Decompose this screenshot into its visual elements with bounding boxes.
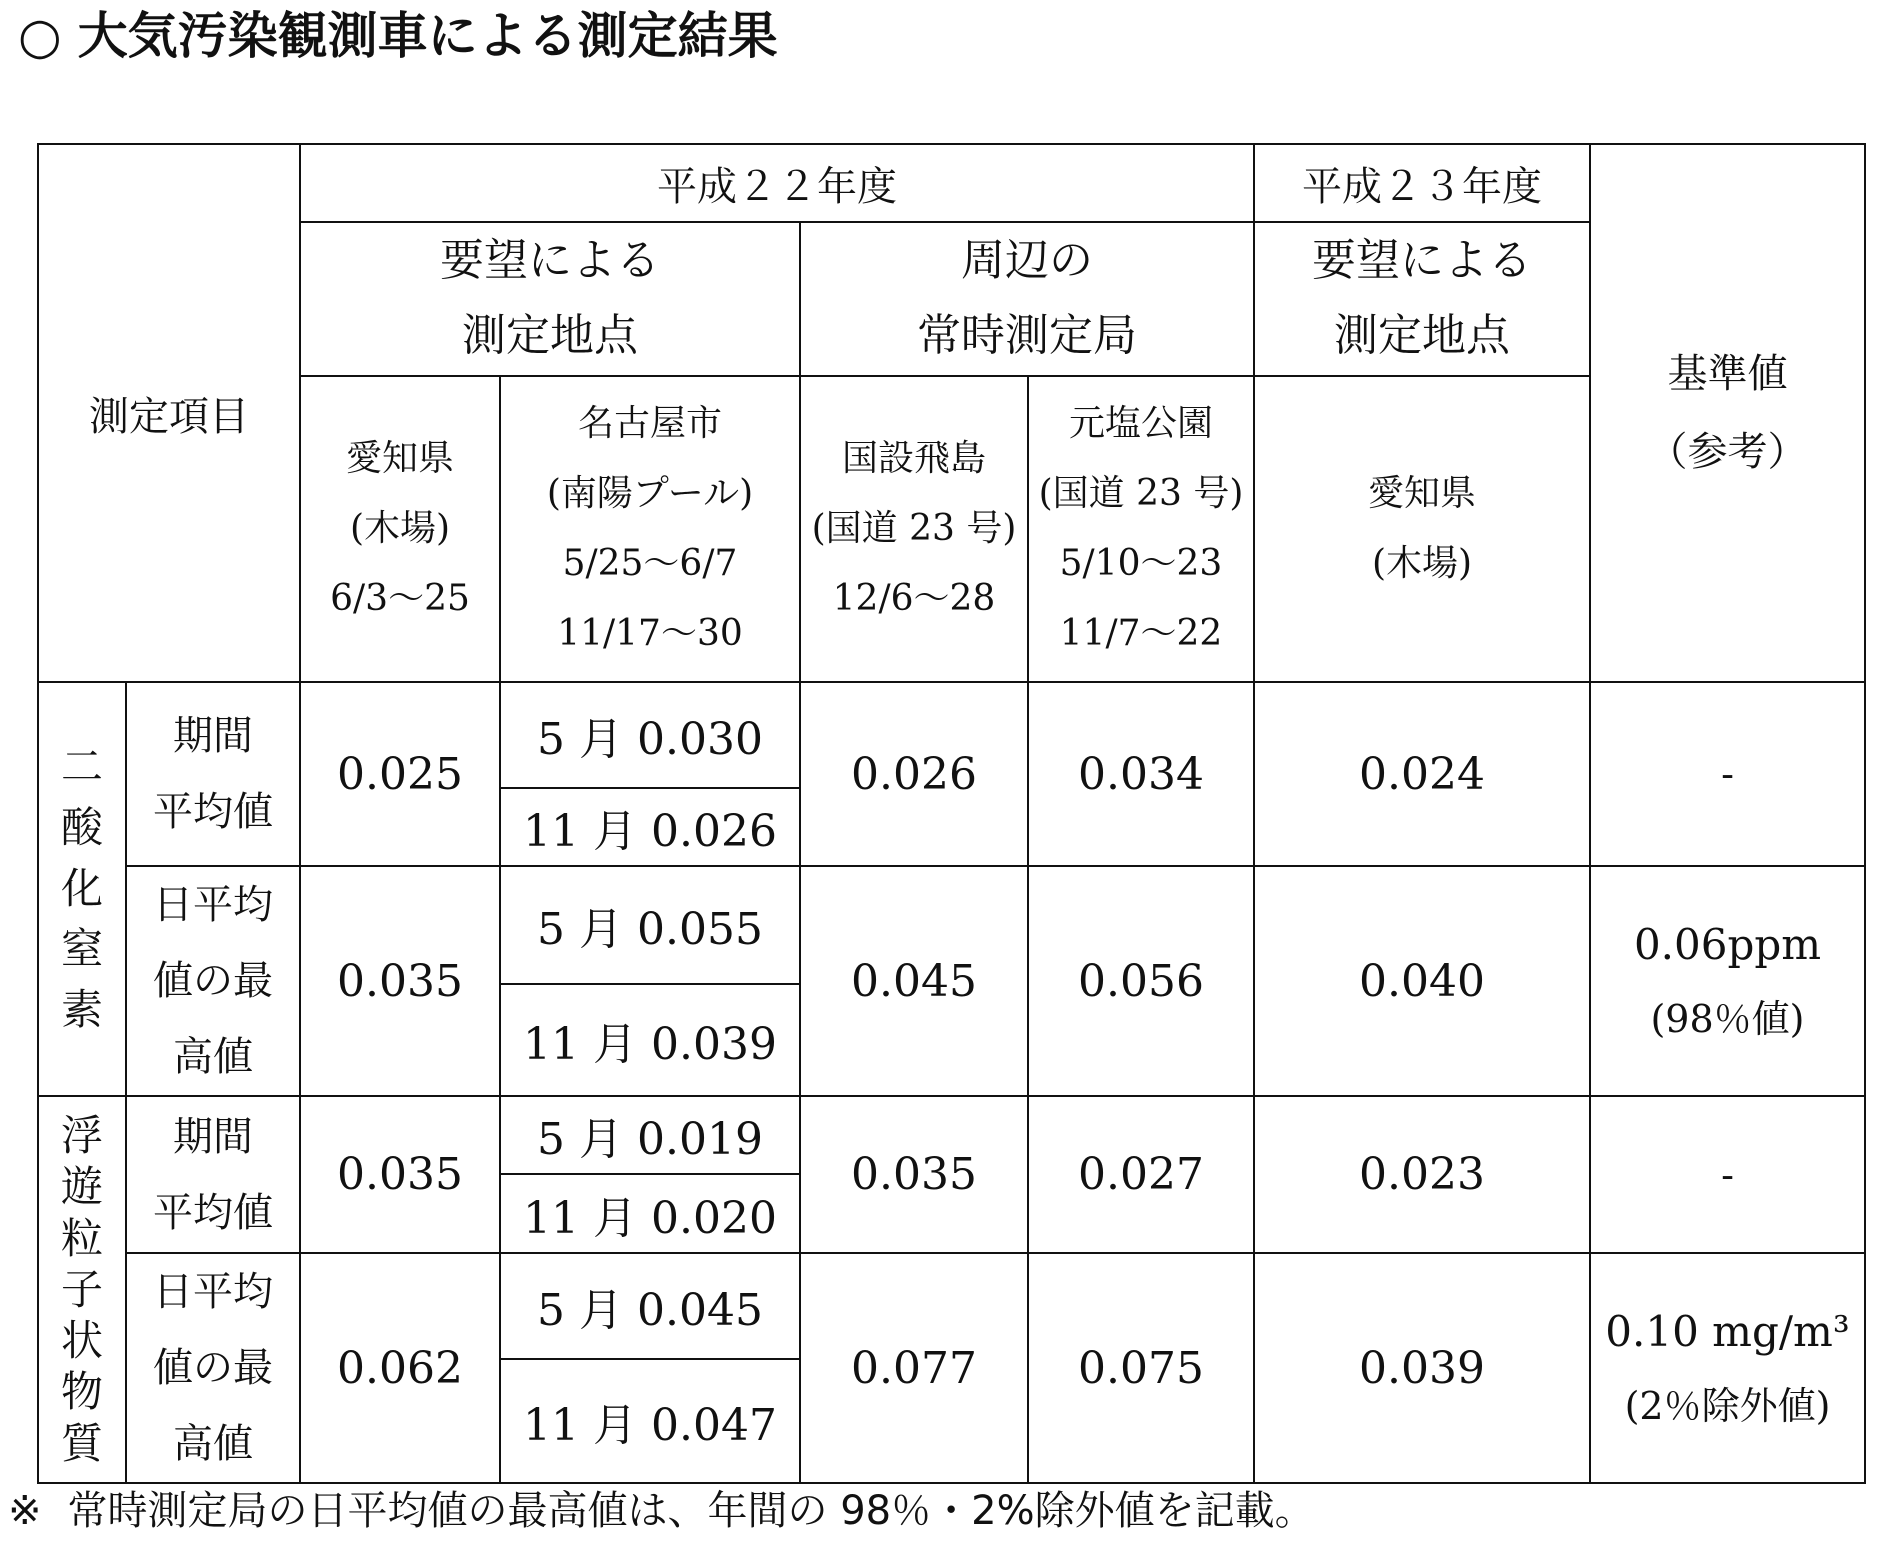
spm-label xyxy=(61,1110,103,1469)
standard-value: 0.06ppm xyxy=(1633,919,1822,969)
measurement-table xyxy=(37,143,1866,1484)
spm-daily-max-label xyxy=(153,1254,273,1482)
bullet-circle-icon: ○ xyxy=(18,7,62,65)
item-header: 測定項目 xyxy=(89,393,249,440)
no2-period-avg-nagoya-nov xyxy=(500,788,800,866)
spm-daily-max-nagoya-may xyxy=(500,1253,800,1359)
site-line: 愛知県 xyxy=(1367,472,1476,514)
no2-label-cell xyxy=(38,682,126,1096)
spm-daily-max-nagoya-nov xyxy=(500,1359,800,1483)
spm-daily-max-aichi-h23 xyxy=(1254,1253,1590,1483)
label-char: 素 xyxy=(60,985,103,1035)
spm-daily-max-tobishima xyxy=(800,1253,1028,1483)
site-line: (木場) xyxy=(1371,543,1473,584)
label-char: 窒 xyxy=(60,924,103,974)
label-char: 粒 xyxy=(60,1213,103,1263)
site-line: 11/17～30 xyxy=(557,613,743,655)
site-line: (南陽プール) xyxy=(546,472,754,514)
standard-header-cell xyxy=(1590,144,1865,682)
site-motoshio xyxy=(1039,389,1244,670)
value: 0.023 xyxy=(1359,1149,1485,1200)
metric-line: 期間 xyxy=(173,713,253,759)
site-aichi-h22-cell xyxy=(300,376,500,682)
group-line: 測定地点 xyxy=(462,310,638,361)
site-line: 5/25～6/7 xyxy=(562,543,738,584)
site-line: (木場) xyxy=(349,507,451,549)
no2-daily-max-nagoya-nov xyxy=(500,984,800,1096)
year-h23-cell xyxy=(1254,144,1590,222)
group-ambient-cell xyxy=(800,222,1254,376)
value: 11 月 0.047 xyxy=(523,1400,777,1452)
site-line: 名古屋市 xyxy=(577,402,722,444)
site-tobishima xyxy=(812,424,1017,635)
no2-period-avg-label-cell xyxy=(126,682,300,866)
value: - xyxy=(1721,1152,1734,1197)
metric-line: 期間 xyxy=(173,1113,253,1160)
group-request-h23-cell xyxy=(1254,222,1590,376)
no2-daily-max-aichi-h23 xyxy=(1254,866,1590,1096)
site-line: 愛知県 xyxy=(345,437,454,479)
group-line: 測定地点 xyxy=(1334,310,1510,361)
group-line: 要望による xyxy=(1312,235,1532,287)
site-line: 5/10～23 xyxy=(1059,543,1223,584)
value: 5 月 0.045 xyxy=(537,1285,763,1337)
site-line: (国道 23 号) xyxy=(811,507,1017,549)
metric-line: 高値 xyxy=(173,1034,253,1080)
metric-line: 平均値 xyxy=(153,1189,273,1236)
site-aichi-h23 xyxy=(1368,459,1476,599)
spm-daily-max-aichi-h22 xyxy=(300,1253,500,1483)
year-h22-cell xyxy=(300,144,1254,222)
standard-value: 0.10 mg/m³ xyxy=(1605,1306,1850,1356)
standard-note: (2％除外値) xyxy=(1624,1384,1831,1428)
year-h22: 平成２２年度 xyxy=(657,163,897,210)
value: 0.062 xyxy=(337,1342,463,1394)
no2-daily-max-label xyxy=(153,867,273,1095)
value: 5 月 0.030 xyxy=(537,714,763,765)
value: 0.035 xyxy=(337,1149,463,1200)
spm-daily-max-motoshio xyxy=(1028,1253,1254,1483)
group-line: 周辺の xyxy=(961,235,1093,287)
no2-daily-max-tobishima xyxy=(800,866,1028,1096)
spm-period-avg-standard xyxy=(1590,1096,1865,1253)
no2-period-avg-label xyxy=(153,698,273,850)
item-header-cell xyxy=(38,144,300,682)
spm-period-avg-nagoya-nov xyxy=(500,1174,800,1253)
value: 0.035 xyxy=(337,955,463,1007)
value: 0.040 xyxy=(1359,955,1485,1007)
no2-period-avg-tobishima xyxy=(800,682,1028,866)
label-char: 遊 xyxy=(60,1162,103,1212)
site-nagoya xyxy=(547,389,753,670)
spm-label-cell xyxy=(38,1096,126,1483)
label-char: 化 xyxy=(60,863,103,913)
spm-period-avg-motoshio xyxy=(1028,1096,1254,1253)
value: 0.039 xyxy=(1359,1342,1485,1394)
label-char: 二 xyxy=(60,741,103,791)
label-char: 酸 xyxy=(60,802,103,852)
value: 0.075 xyxy=(1078,1342,1204,1394)
site-aichi-h23-cell xyxy=(1254,376,1590,682)
label-char: 物 xyxy=(60,1367,103,1417)
metric-line: 平均値 xyxy=(153,789,273,835)
site-line: 12/6～28 xyxy=(832,578,996,620)
site-nagoya-cell xyxy=(500,376,800,682)
value: 0.024 xyxy=(1359,748,1485,800)
footnote-mark: ※ xyxy=(8,1488,42,1534)
metric-line: 日平均 xyxy=(153,1269,273,1315)
metric-line: 日平均 xyxy=(153,882,273,928)
site-aichi-h22 xyxy=(330,424,470,635)
value: 0.025 xyxy=(337,748,463,800)
value: 0.026 xyxy=(851,748,977,800)
no2-daily-max-label-cell xyxy=(126,866,300,1096)
spm-daily-max-label-cell xyxy=(126,1253,300,1483)
value: 0.027 xyxy=(1078,1149,1204,1200)
no2-period-avg-aichi-h23 xyxy=(1254,682,1590,866)
spm-period-avg-label-cell xyxy=(126,1096,300,1253)
value: 5 月 0.019 xyxy=(537,1114,763,1165)
no2-daily-max-aichi-h22 xyxy=(300,866,500,1096)
page-title xyxy=(18,6,778,66)
no2-period-avg-nagoya-may xyxy=(500,682,800,788)
spm-period-avg-aichi-h22 xyxy=(300,1096,500,1253)
group-request-h22-cell xyxy=(300,222,800,376)
label-char: 状 xyxy=(60,1316,103,1366)
standard-header-line: （参考） xyxy=(1647,429,1808,475)
value: 0.056 xyxy=(1078,955,1204,1007)
value: 11 月 0.020 xyxy=(523,1192,777,1244)
metric-line: 値の最 xyxy=(153,958,273,1004)
standard-note: (98％値) xyxy=(1650,997,1805,1041)
no2-period-avg-aichi-h22 xyxy=(300,682,500,866)
spm-period-avg-nagoya-may xyxy=(500,1096,800,1174)
no2-daily-max-nagoya-may xyxy=(500,866,800,984)
no2-label xyxy=(61,737,103,1041)
spm-daily-max-standard xyxy=(1605,1295,1849,1442)
value: 11 月 0.039 xyxy=(523,1018,777,1070)
label-char: 浮 xyxy=(60,1111,103,1161)
group-line: 常時測定局 xyxy=(917,310,1137,361)
group-request-h23 xyxy=(1312,224,1532,374)
group-line: 要望による xyxy=(440,235,660,287)
value: - xyxy=(1721,752,1734,796)
spm-period-avg-label xyxy=(153,1099,273,1251)
no2-daily-max-standard xyxy=(1634,908,1821,1055)
site-line: 11/7～22 xyxy=(1059,613,1223,655)
label-char: 子 xyxy=(60,1264,103,1314)
site-tobishima-cell xyxy=(800,376,1028,682)
value: 0.034 xyxy=(1078,748,1204,800)
site-line: (国道 23 号) xyxy=(1038,472,1244,514)
no2-daily-max-standard-cell xyxy=(1590,866,1865,1096)
spm-period-avg-aichi-h23 xyxy=(1254,1096,1590,1253)
site-motoshio-cell xyxy=(1028,376,1254,682)
group-request-h22 xyxy=(440,224,660,374)
value: 0.035 xyxy=(851,1149,977,1200)
spm-daily-max-standard-cell xyxy=(1590,1253,1865,1483)
page-title-text: 大気汚染観測車による測定結果 xyxy=(77,7,778,65)
value: 0.045 xyxy=(851,955,977,1007)
no2-period-avg-motoshio xyxy=(1028,682,1254,866)
footnote xyxy=(8,1486,1315,1536)
value: 0.077 xyxy=(851,1342,977,1394)
standard-header-line: 基準値 xyxy=(1667,351,1788,397)
value: 5 月 0.055 xyxy=(537,903,763,955)
site-line: 元塩公園 xyxy=(1068,402,1213,444)
footnote-text: 常時測定局の日平均値の最高値は、年間の 98％・2%除外値を記載。 xyxy=(67,1488,1315,1534)
standard-header xyxy=(1648,335,1808,491)
group-ambient xyxy=(917,224,1137,374)
metric-line: 高値 xyxy=(173,1421,253,1467)
label-char: 質 xyxy=(60,1418,103,1468)
no2-daily-max-motoshio xyxy=(1028,866,1254,1096)
site-line: 6/3～25 xyxy=(330,578,470,620)
value: 11 月 0.026 xyxy=(523,806,777,857)
metric-line: 値の最 xyxy=(153,1345,273,1391)
year-h23: 平成２３年度 xyxy=(1302,163,1542,210)
no2-period-avg-standard xyxy=(1590,682,1865,866)
spm-period-avg-tobishima xyxy=(800,1096,1028,1253)
site-line: 国設飛島 xyxy=(841,437,986,479)
